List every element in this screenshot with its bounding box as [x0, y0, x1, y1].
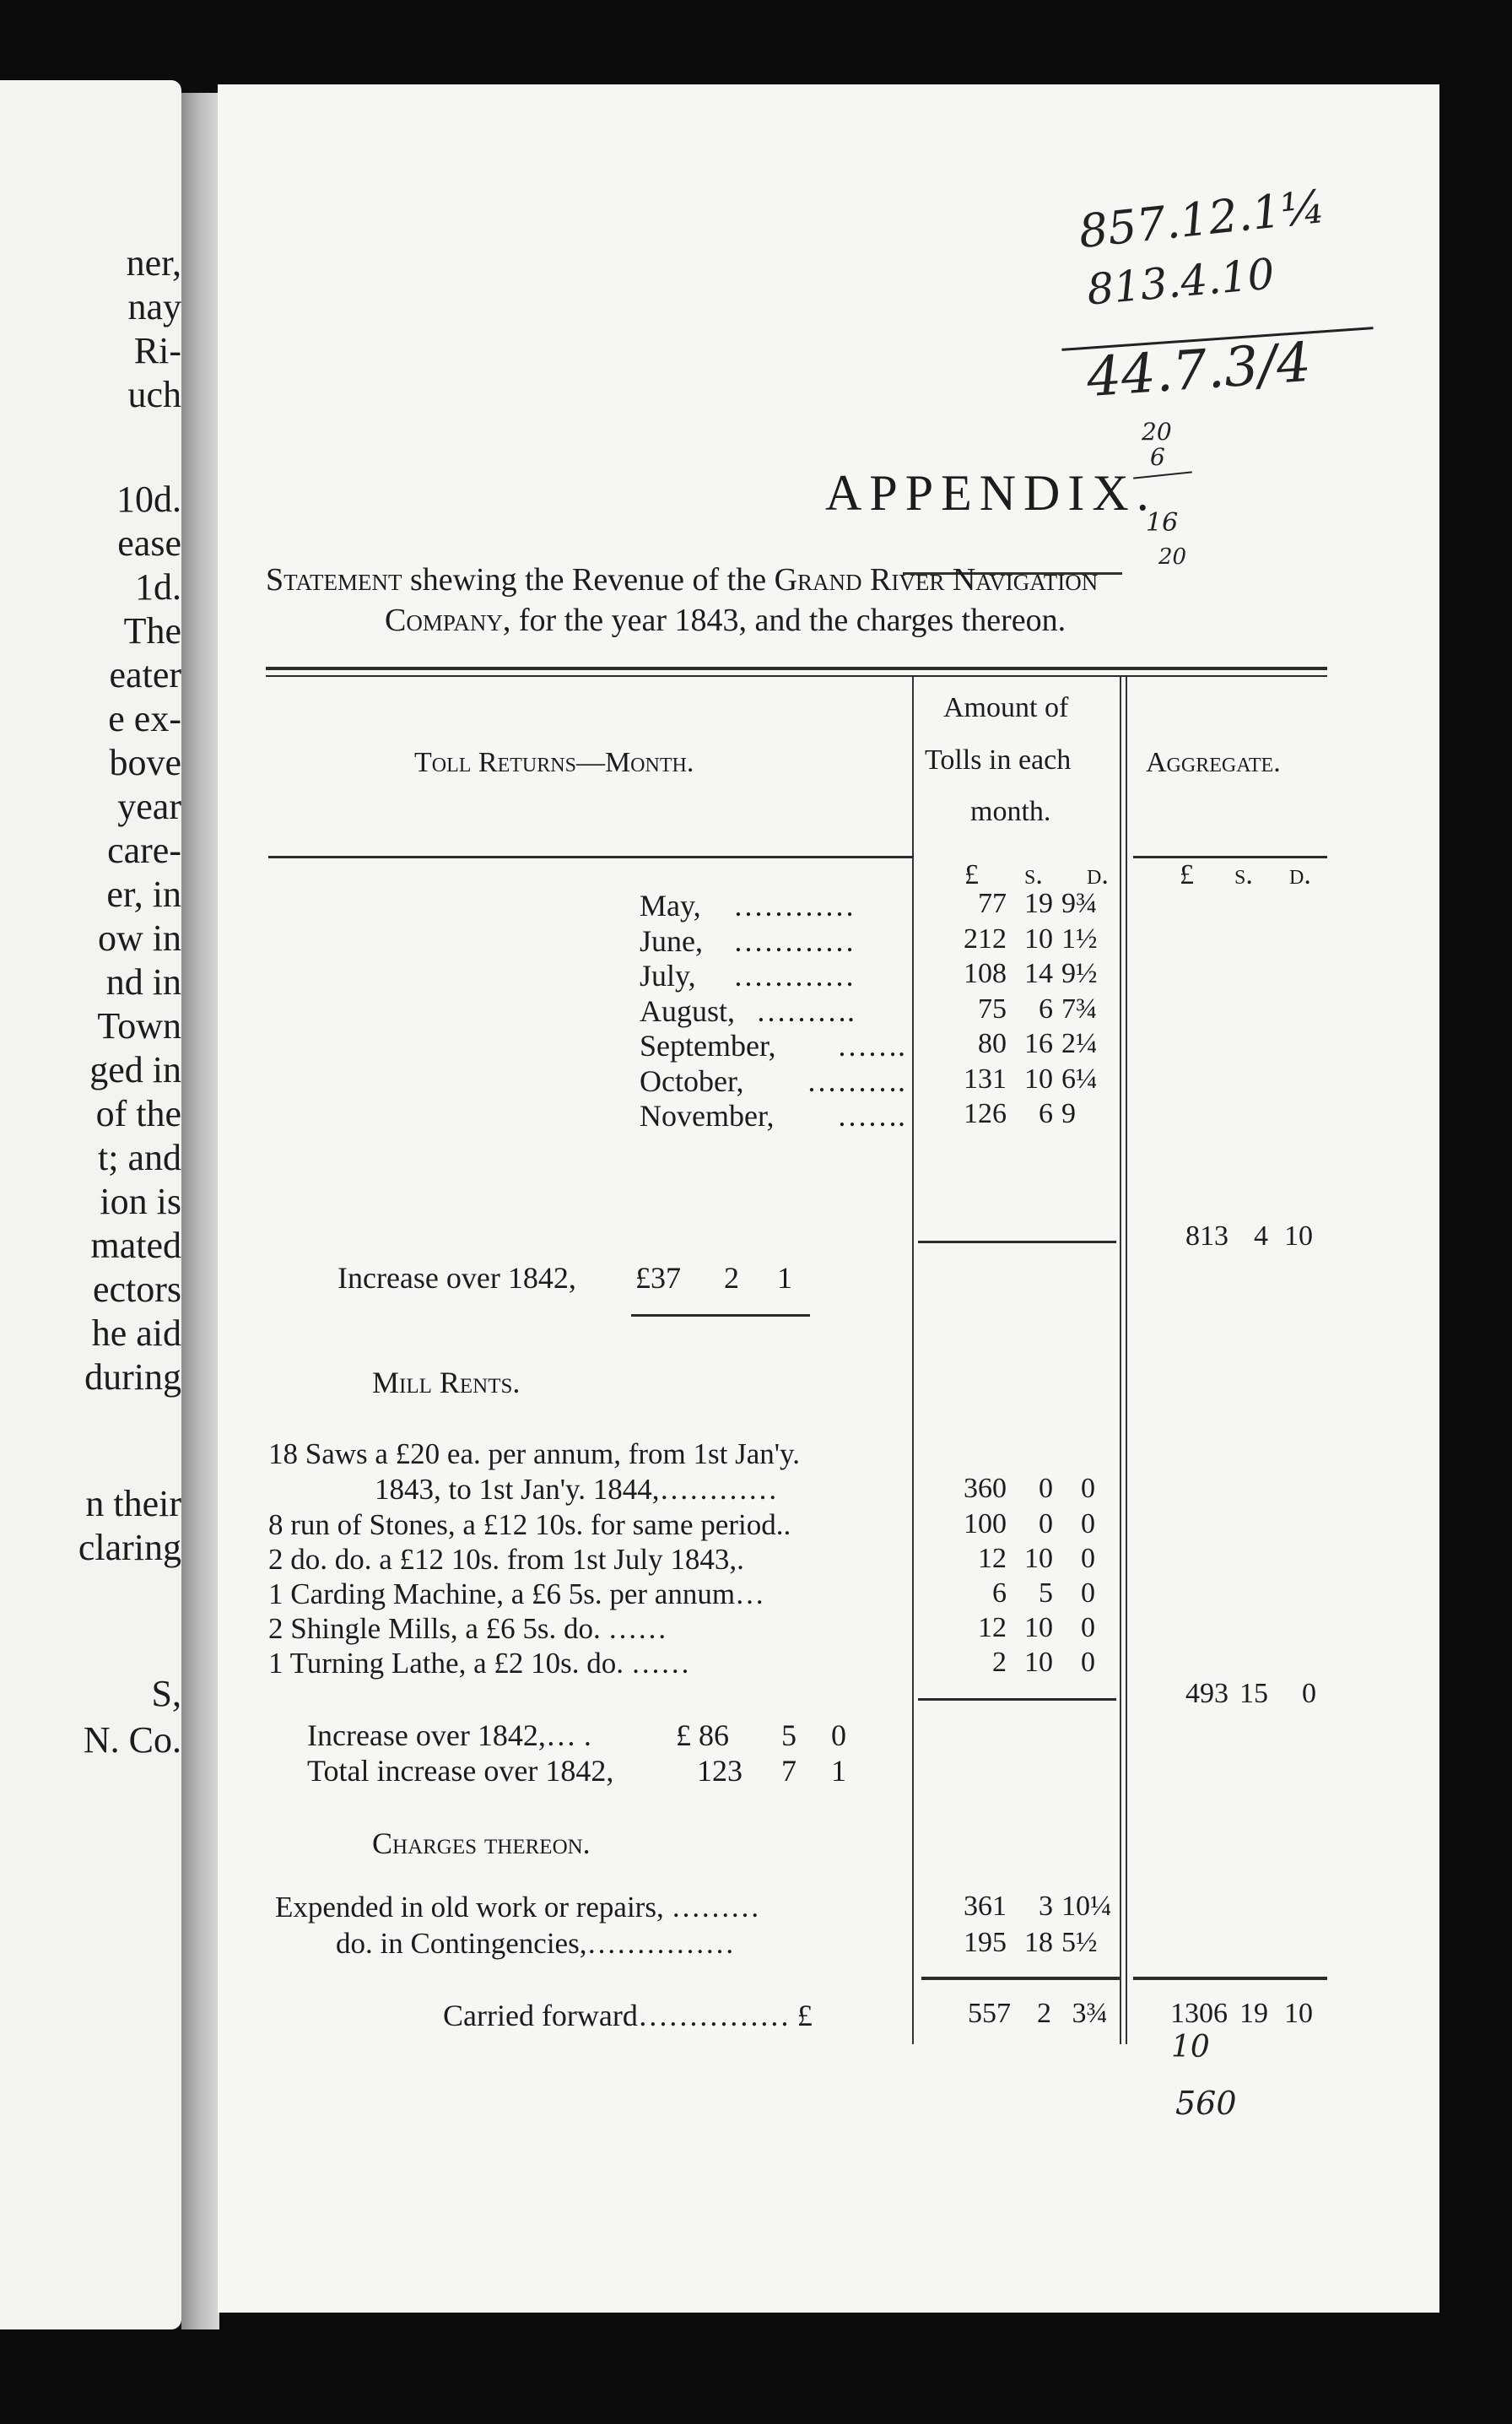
mill-aggregate-pence: 0: [1302, 1678, 1316, 1709]
left-page-text-fragment: t; and: [98, 1137, 181, 1178]
handwritten-sum-result: 44.7.3/4: [1084, 331, 1314, 410]
left-page-text-fragment: of the: [95, 1093, 181, 1134]
unit-pence-1: d.: [1087, 859, 1109, 890]
total-increase-shillings: 7: [781, 1754, 796, 1788]
left-page-text-fragment: ease: [117, 522, 181, 564]
toll-subtotal-rule: [918, 1241, 1116, 1243]
mill-rent-shillings: 0: [1039, 1473, 1053, 1504]
toll-month-dots: …………: [733, 959, 855, 993]
toll-month-dots: …………: [733, 924, 855, 958]
mill-rent-shillings: 10: [1024, 1612, 1053, 1643]
toll-pence: 6¼: [1061, 1063, 1098, 1095]
toll-shillings: 19: [1024, 888, 1053, 919]
handwritten-sum-line2: 813.4.10: [1084, 249, 1277, 315]
mill-increase-label: Increase over 1842,… .: [307, 1718, 591, 1752]
toll-month-dots: …….: [837, 1029, 905, 1063]
toll-aggregate-shillings: 4: [1254, 1220, 1268, 1252]
charge-pence: 10¼: [1061, 1891, 1112, 1922]
total-increase-pounds: 123: [697, 1754, 742, 1788]
page-title: APPENDIX.: [825, 465, 1157, 521]
carried-forward-pounds: 557: [968, 1998, 1011, 2029]
toll-month-dots: ……….: [756, 994, 855, 1028]
left-page-text-fragment: nd in: [105, 961, 181, 1003]
header-bottom-rule-right: [1133, 856, 1327, 858]
mill-rent-shillings: 10: [1024, 1647, 1053, 1678]
left-page-text-fragment: ged in: [89, 1049, 181, 1090]
mill-aggregate-shillings: 15: [1239, 1678, 1268, 1709]
mill-rent-label: 2 Shingle Mills, a £6 5s. do. ……: [268, 1612, 667, 1645]
mill-rent-pence: 0: [1081, 1647, 1095, 1678]
mill-rent-label-continued: 1843, to 1st Jan'y. 1844,…………: [375, 1473, 778, 1506]
left-page-text-fragment: n their: [85, 1483, 181, 1524]
mill-rent-pounds: 100: [964, 1508, 1007, 1539]
toll-month-dots: ……….: [807, 1064, 905, 1098]
mill-rent-pounds: 360: [964, 1473, 1007, 1504]
toll-pounds: 108: [964, 958, 1007, 989]
charge-shillings: 3: [1039, 1891, 1053, 1922]
toll-aggregate-pounds: 813: [1185, 1220, 1228, 1252]
left-page-text-fragment: er, in: [106, 874, 181, 915]
statement-caption-line2: [385, 602, 1066, 639]
left-page-text-fragment: 1d.: [135, 566, 181, 608]
caption-text: shewing the Revenue of the: [402, 562, 775, 598]
mill-rents-heading: Mill Rents.: [372, 1366, 521, 1399]
header-amount-line2: Tolls in each: [925, 744, 1072, 776]
left-page-text-fragment: bove: [109, 742, 181, 783]
mill-rent-pounds: 2: [992, 1647, 1007, 1678]
table-top-rule: [266, 667, 1327, 670]
toll-increase-pounds: £37: [635, 1261, 681, 1295]
carried-forward-agg-pence: 10: [1284, 1998, 1313, 2029]
left-page-text-fragment: e ex-: [108, 698, 181, 739]
toll-increase-label: Increase over 1842,: [338, 1261, 576, 1295]
toll-pence: 7¾: [1061, 993, 1098, 1025]
left-page-text-fragment: eater: [109, 654, 181, 695]
table-top-rule-2: [266, 675, 1327, 677]
header-aggregate: Aggregate.: [1146, 747, 1281, 778]
caption-text-2: for the year 1843, and the charges thereon.: [510, 603, 1066, 638]
left-page-text-fragment: claring: [78, 1527, 181, 1568]
toll-pounds: 77: [978, 888, 1007, 919]
toll-shillings: 6: [1039, 1098, 1053, 1129]
handwritten-note-bottom: 16: [1146, 508, 1179, 538]
toll-pounds: 80: [978, 1028, 1007, 1059]
left-page-text-fragment: N. Co.: [83, 1719, 181, 1761]
handwritten-note-mid: 6: [1150, 443, 1165, 471]
column-rule-2: [1120, 677, 1121, 2044]
mill-rent-pounds: 6: [992, 1577, 1007, 1609]
mill-rent-shillings: 10: [1024, 1543, 1053, 1574]
mill-rent-pence: 0: [1081, 1543, 1095, 1574]
handwritten-note-extra: 20: [1158, 544, 1187, 570]
handwritten-sum-line1: 857.12.1¼: [1076, 179, 1328, 259]
carried-forward-agg-shillings: 19: [1239, 1998, 1268, 2029]
toll-month-dots: …….: [837, 1099, 905, 1133]
charge-pounds: 361: [964, 1891, 1007, 1922]
toll-month-label: May,: [640, 889, 701, 923]
toll-pounds: 212: [964, 923, 1007, 955]
mill-subtotal-rule: [918, 1698, 1116, 1701]
carried-forward-rule-left: [921, 1977, 1120, 1980]
mill-rent-pence: 0: [1081, 1612, 1095, 1643]
appendix-page: [218, 84, 1439, 2313]
column-rule-3: [1126, 677, 1127, 2044]
toll-shillings: 10: [1024, 923, 1053, 955]
toll-shillings: 16: [1024, 1028, 1053, 1059]
left-page-text-fragment: he aid: [91, 1312, 181, 1354]
left-page-text-fragment: uch: [127, 374, 181, 415]
handwritten-bottom-2: 560: [1175, 2085, 1237, 2122]
unit-pound-1: £: [964, 859, 979, 890]
mill-increase-pence: 0: [831, 1718, 846, 1752]
toll-increase-shillings: 2: [724, 1261, 739, 1295]
unit-shilling-2: s.: [1234, 859, 1253, 890]
unit-pound-2: £: [1180, 859, 1194, 890]
unit-shilling-1: s.: [1024, 859, 1043, 890]
toll-pounds: 131: [964, 1063, 1007, 1095]
charge-pounds: 195: [964, 1927, 1007, 1958]
toll-pence: 1½: [1061, 923, 1098, 955]
left-page-text-fragment: The: [123, 610, 181, 652]
left-page-text-fragment: ectors: [92, 1269, 181, 1310]
caption-company-name: Grand River Navigation: [774, 562, 1099, 598]
charges-heading: Charges thereon.: [372, 1826, 591, 1860]
unit-pence-2: d.: [1289, 859, 1311, 890]
left-facing-page: [0, 80, 181, 2329]
total-increase-label: Total increase over 1842,: [307, 1754, 614, 1788]
mill-rent-pence: 0: [1081, 1577, 1095, 1609]
carried-forward-agg-pounds: 1306: [1170, 1998, 1228, 2029]
mill-rent-shillings: 0: [1039, 1508, 1053, 1539]
toll-increase-pence: 1: [777, 1261, 792, 1295]
left-page-text-fragment: Ri-: [133, 330, 181, 371]
toll-month-label: August,: [640, 994, 736, 1028]
left-page-text-fragment: nay: [127, 286, 181, 327]
mill-increase-shillings: 5: [781, 1718, 796, 1752]
mill-rent-pence: 0: [1081, 1473, 1095, 1504]
toll-shillings: 14: [1024, 958, 1053, 989]
mill-increase-pounds: £ 86: [676, 1718, 729, 1752]
mill-rent-label: 1 Carding Machine, a £6 5s. per annum…: [268, 1577, 765, 1610]
toll-shillings: 6: [1039, 993, 1053, 1025]
mill-aggregate-pounds: 493: [1185, 1678, 1228, 1709]
handwritten-note-top: 20: [1142, 418, 1172, 446]
carried-forward-rule-right: [1133, 1977, 1327, 1980]
toll-pence: 9: [1061, 1098, 1076, 1129]
mill-rent-label: 2 do. do. a £12 10s. from 1st July 1843,.: [268, 1543, 744, 1576]
column-rule-1: [912, 677, 914, 2044]
toll-pence: 9½: [1061, 958, 1098, 989]
mill-rent-shillings: 5: [1039, 1577, 1053, 1609]
toll-aggregate-pence: 10: [1284, 1220, 1313, 1252]
statement-caption-line1: [266, 561, 1098, 598]
mill-rent-pence: 0: [1081, 1508, 1095, 1539]
header-amount-line1: Amount of: [943, 692, 1069, 723]
toll-pounds: 126: [964, 1098, 1007, 1129]
left-page-text-fragment: ow in: [98, 917, 181, 959]
left-page-text-fragment: mated: [90, 1225, 181, 1266]
toll-increase-rule: [631, 1314, 810, 1317]
charge-pence: 5½: [1061, 1927, 1098, 1958]
header-toll-returns: Toll Returns—Month.: [414, 747, 694, 778]
charge-label: Expended in old work or repairs, ………: [275, 1891, 760, 1924]
mill-rent-pounds: 12: [978, 1543, 1007, 1574]
mill-rent-pounds: 12: [978, 1612, 1007, 1643]
toll-month-label: June,: [640, 924, 703, 958]
left-page-text-fragment: 10d.: [116, 479, 181, 520]
left-page-text-fragment: ner,: [126, 242, 181, 284]
book-gutter: [181, 93, 219, 2329]
left-page-text-fragment: S,: [151, 1673, 181, 1714]
toll-month-label: November,: [640, 1099, 775, 1133]
header-bottom-rule-left: [268, 856, 914, 858]
carried-forward-pence: 3¾: [1072, 1998, 1108, 2029]
left-page-text-fragment: ion is: [100, 1181, 181, 1222]
caption-company-word: Company,: [385, 603, 511, 638]
total-increase-pence: 1: [831, 1754, 846, 1788]
toll-pence: 2¼: [1061, 1028, 1098, 1059]
charge-label: do. in Contingencies,……………: [336, 1927, 735, 1960]
left-page-text-fragment: care-: [107, 830, 181, 871]
toll-month-label: October,: [640, 1064, 744, 1098]
toll-month-dots: …………: [733, 889, 855, 923]
caption-statement-word: Statement: [266, 562, 402, 598]
handwritten-bottom-1: 10: [1171, 2030, 1210, 2064]
header-amount-line3: month.: [970, 796, 1051, 827]
left-page-text-fragment: Town: [97, 1005, 181, 1047]
carried-forward-label: Carried forward…………… £: [443, 1999, 813, 2032]
left-page-text-fragment: year: [117, 786, 181, 827]
mill-rent-label: 1 Turning Lathe, a £2 10s. do. ……: [268, 1647, 690, 1680]
toll-month-label: July,: [640, 959, 696, 993]
carried-forward-shillings: 2: [1037, 1998, 1051, 2029]
toll-pence: 9¾: [1061, 888, 1098, 919]
toll-pounds: 75: [978, 993, 1007, 1025]
charge-shillings: 18: [1024, 1927, 1053, 1958]
mill-rent-label: 18 Saws a £20 ea. per annum, from 1st Jan'y.: [268, 1437, 801, 1470]
mill-rent-label: 8 run of Stones, a £12 10s. for same period..: [268, 1508, 791, 1541]
toll-shillings: 10: [1024, 1063, 1053, 1095]
left-page-text-fragment: during: [84, 1356, 181, 1398]
toll-month-label: September,: [640, 1029, 776, 1063]
